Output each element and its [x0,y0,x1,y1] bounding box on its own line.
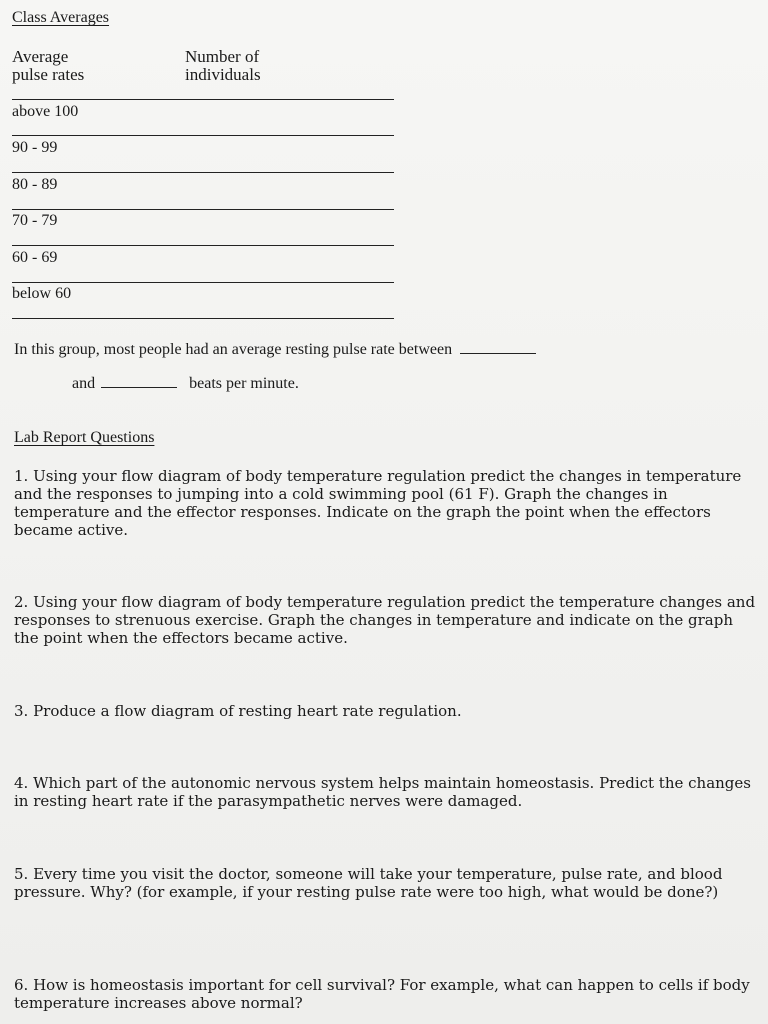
answer-blank[interactable] [460,341,536,354]
table-rule [12,135,394,136]
question-6: 6. How is homeostasis important for cell survival? For example, what can happen to cells if body temperature increases above normal? [14,976,750,1012]
summary-and-text: and [72,375,96,392]
answer-blank[interactable] [101,375,177,388]
lab-report-heading: Lab Report Questions [14,429,155,446]
question-5: 5. Every time you visit the doctor, someone will take your temperature, pulse rate, and blood pressure. Why? (for example, if your resting pulse rate were too high, what would be done?) [14,865,723,901]
table-row-label: 60 - 69 [12,249,58,266]
table-row-label: 70 - 79 [12,212,58,229]
table-rule [12,245,394,246]
summary-text: In this group, most people had an average resting pulse rate between [14,341,453,358]
table-rule [12,318,394,319]
table-row-label: 80 - 89 [12,176,58,193]
summary-sentence-line2 [72,375,299,393]
table-row-label: 90 - 99 [12,139,58,156]
table-row-label: below 60 [12,285,72,302]
summary-beats-text: beats per minute. [189,375,299,392]
column-header-number: Number of individuals [185,47,261,84]
column-header-average: Average pulse rates [12,47,85,84]
table-rule [12,282,394,283]
question-3: 3. Produce a flow diagram of resting heart rate regulation. [14,702,462,720]
summary-sentence [14,341,536,359]
question-2: 2. Using your flow diagram of body temperature regulation predict the temperature changes and responses to strenuous exercise. Graph the changes in temperature and indicate on the graph the point when the effectors became active. [14,593,756,647]
question-4: 4. Which part of the autonomic nervous system helps maintain homeostasis. Predict the changes in resting heart rate if the parasympathetic nerves were damaged. [14,774,751,810]
table-rule [12,99,394,100]
question-1: 1. Using your flow diagram of body temperature regulation predict the changes in temperature and the responses to jumping into a cold swimming pool (61 F). Graph the changes in temperature and the effector responses. Indicate on the graph the point when the effectors became active. [14,467,742,539]
table-rule [12,209,394,210]
class-averages-title: Class Averages [12,9,110,26]
table-rule [12,172,394,173]
table-row-label: above 100 [12,103,79,120]
